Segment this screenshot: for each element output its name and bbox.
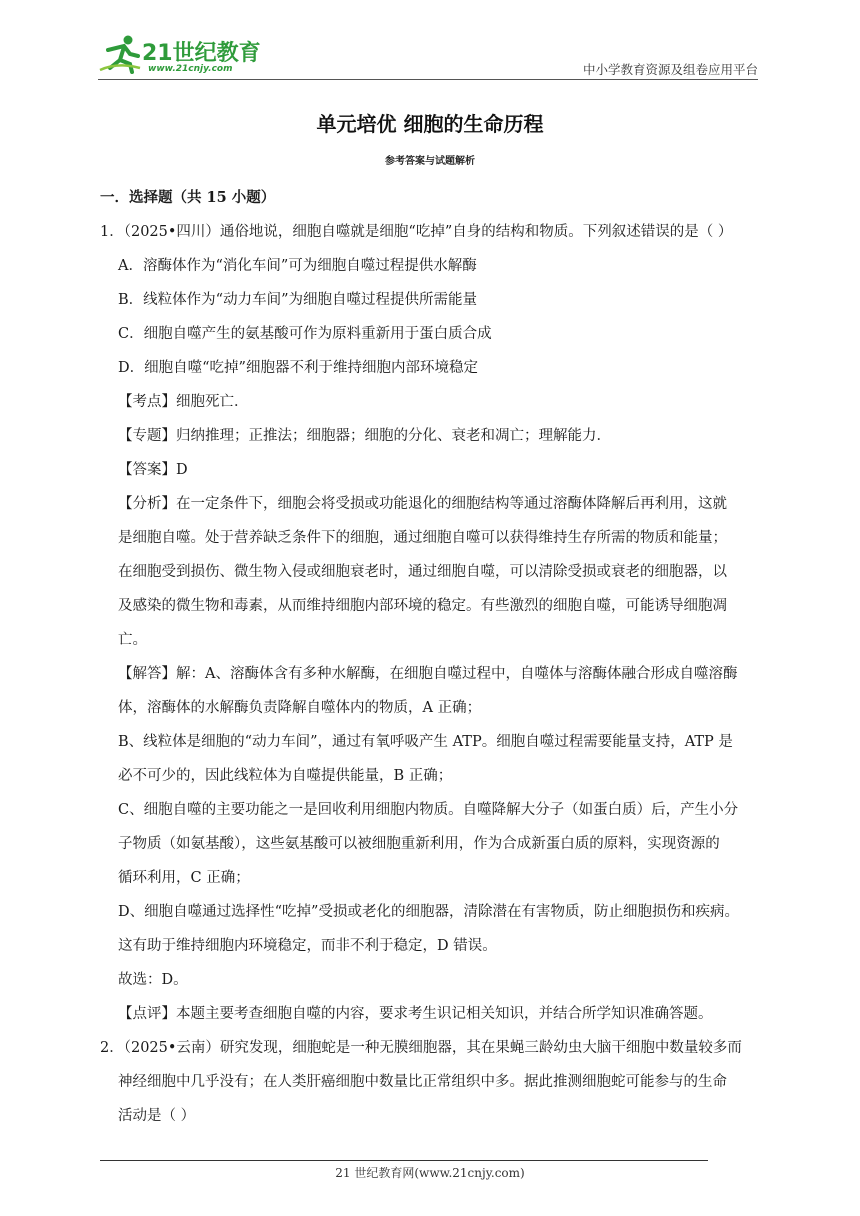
question-1-stem: 1．（2025•四川）通俗地说，细胞自噬就是细胞“吃掉”自身的结构和物质。下列叙述错误的是（ ）	[100, 224, 733, 240]
question-1-solution-line: 体，溶酶体的水解酶负责降解自噬体内的物质，A 正确；	[118, 700, 482, 716]
question-1-solution-line: C、细胞自噬的主要功能之一是回收利用细胞内物质。自噬降解大分子（如蛋白质）后，产生小分	[118, 802, 739, 818]
question-1-analysis-line: 是细胞自噬。处于营养缺乏条件下的细胞，通过细胞自噬可以获得维持生存所需的物质和能量；	[118, 530, 727, 546]
question-1-solution-line: 这有助于维持细胞内环境稳定，而非不利于稳定，D 错误。	[118, 938, 497, 954]
question-1-solution-line: 【解答】解：A、溶酶体含有多种水解酶，在细胞自噬过程中，自噬体与溶酶体融合形成自噬溶酶	[118, 666, 738, 682]
page-footer: 21 世纪教育网(www.21cnjy.com)	[335, 1166, 525, 1180]
question-1-solution-line: B、线粒体是细胞的“动力车间”，通过有氧呼吸产生 ATP。细胞自噬过程需要能量支持，ATP 是	[118, 734, 733, 750]
question-1-option-d: D．细胞自噬“吃掉”细胞器不利于维持细胞内部环境稳定	[118, 360, 478, 376]
question-1-zhuanti: 【专题】归纳推理；正推法；细胞器；细胞的分化、衰老和凋亡；理解能力．	[118, 428, 611, 444]
question-1-solution-line: 必不可少的，因此线粒体为自噬提供能量，B 正确；	[118, 768, 453, 784]
site-logo[interactable]	[98, 30, 268, 78]
question-1-option-b: B．线粒体作为“动力车间”为细胞自噬过程提供所需能量	[118, 292, 477, 308]
question-1-analysis-line: 在细胞受到损伤、微生物入侵或细胞衰老时，通过细胞自噬，可以清除受损或衰老的细胞器，以	[118, 564, 727, 580]
logo-text: 21世纪教育	[142, 41, 261, 66]
header-platform-text: 中小学教育资源及组卷应用平台	[582, 62, 758, 77]
question-2-stem-line: 神经细胞中几乎没有；在人类肝癌细胞中数量比正常组织中多。据此推测细胞蛇可能参与的生命	[118, 1074, 727, 1090]
logo-url: www.21cnjy.com	[148, 64, 233, 74]
question-1-kaodian: 【考点】细胞死亡．	[118, 394, 249, 410]
question-1-comment: 【点评】本题主要考查细胞自噬的内容，要求考生识记相关知识，并结合所学知识准确答题。	[118, 1006, 713, 1022]
runner-logo-icon	[98, 34, 142, 74]
question-1-answer: 【答案】D	[118, 462, 188, 478]
page-subtitle: 参考答案与试题解析	[385, 156, 475, 167]
footer-divider	[100, 1160, 708, 1161]
section-heading: 一．选择题（共 15 小题）	[100, 189, 276, 206]
page-header	[98, 30, 758, 80]
question-1-solution-line: 子物质（如氨基酸），这些氨基酸可以被细胞重新利用，作为合成新蛋白质的原料，实现资源的	[118, 836, 720, 852]
question-1-analysis-line: 【分析】在一定条件下，细胞会将受损或功能退化的细胞结构等通过溶酶体降解后再利用，这就	[118, 496, 727, 512]
question-1-solution-line: D、细胞自噬通过选择性“吃掉”受损或老化的细胞器，清除潜在有害物质，防止细胞损伤和疾病。	[118, 904, 739, 920]
question-2-stem-line: 2．（2025•云南）研究发现，细胞蛇是一种无膜细胞器，其在果蝇三龄幼虫大脑干细胞中数量较多而	[100, 1040, 742, 1056]
page-title: 单元培优 细胞的生命历程	[316, 112, 544, 136]
question-1-option-a: A．溶酶体作为“消化车间”可为细胞自噬过程提供水解酶	[118, 258, 477, 274]
question-1-solution-line: 故选：D。	[118, 972, 188, 988]
question-1-solution-line: 循环利用，C 正确；	[118, 870, 250, 886]
question-2-stem-line: 活动是（ ）	[118, 1108, 196, 1124]
header-divider	[98, 79, 758, 80]
question-1-analysis-line: 亡。	[118, 632, 147, 648]
question-1-option-c: C．细胞自噬产生的氨基酸可作为原料重新用于蛋白质合成	[118, 326, 492, 342]
question-1-analysis-line: 及感染的微生物和毒素，从而维持细胞内部环境的稳定。有些激烈的细胞自噬，可能诱导细胞凋	[118, 598, 727, 614]
